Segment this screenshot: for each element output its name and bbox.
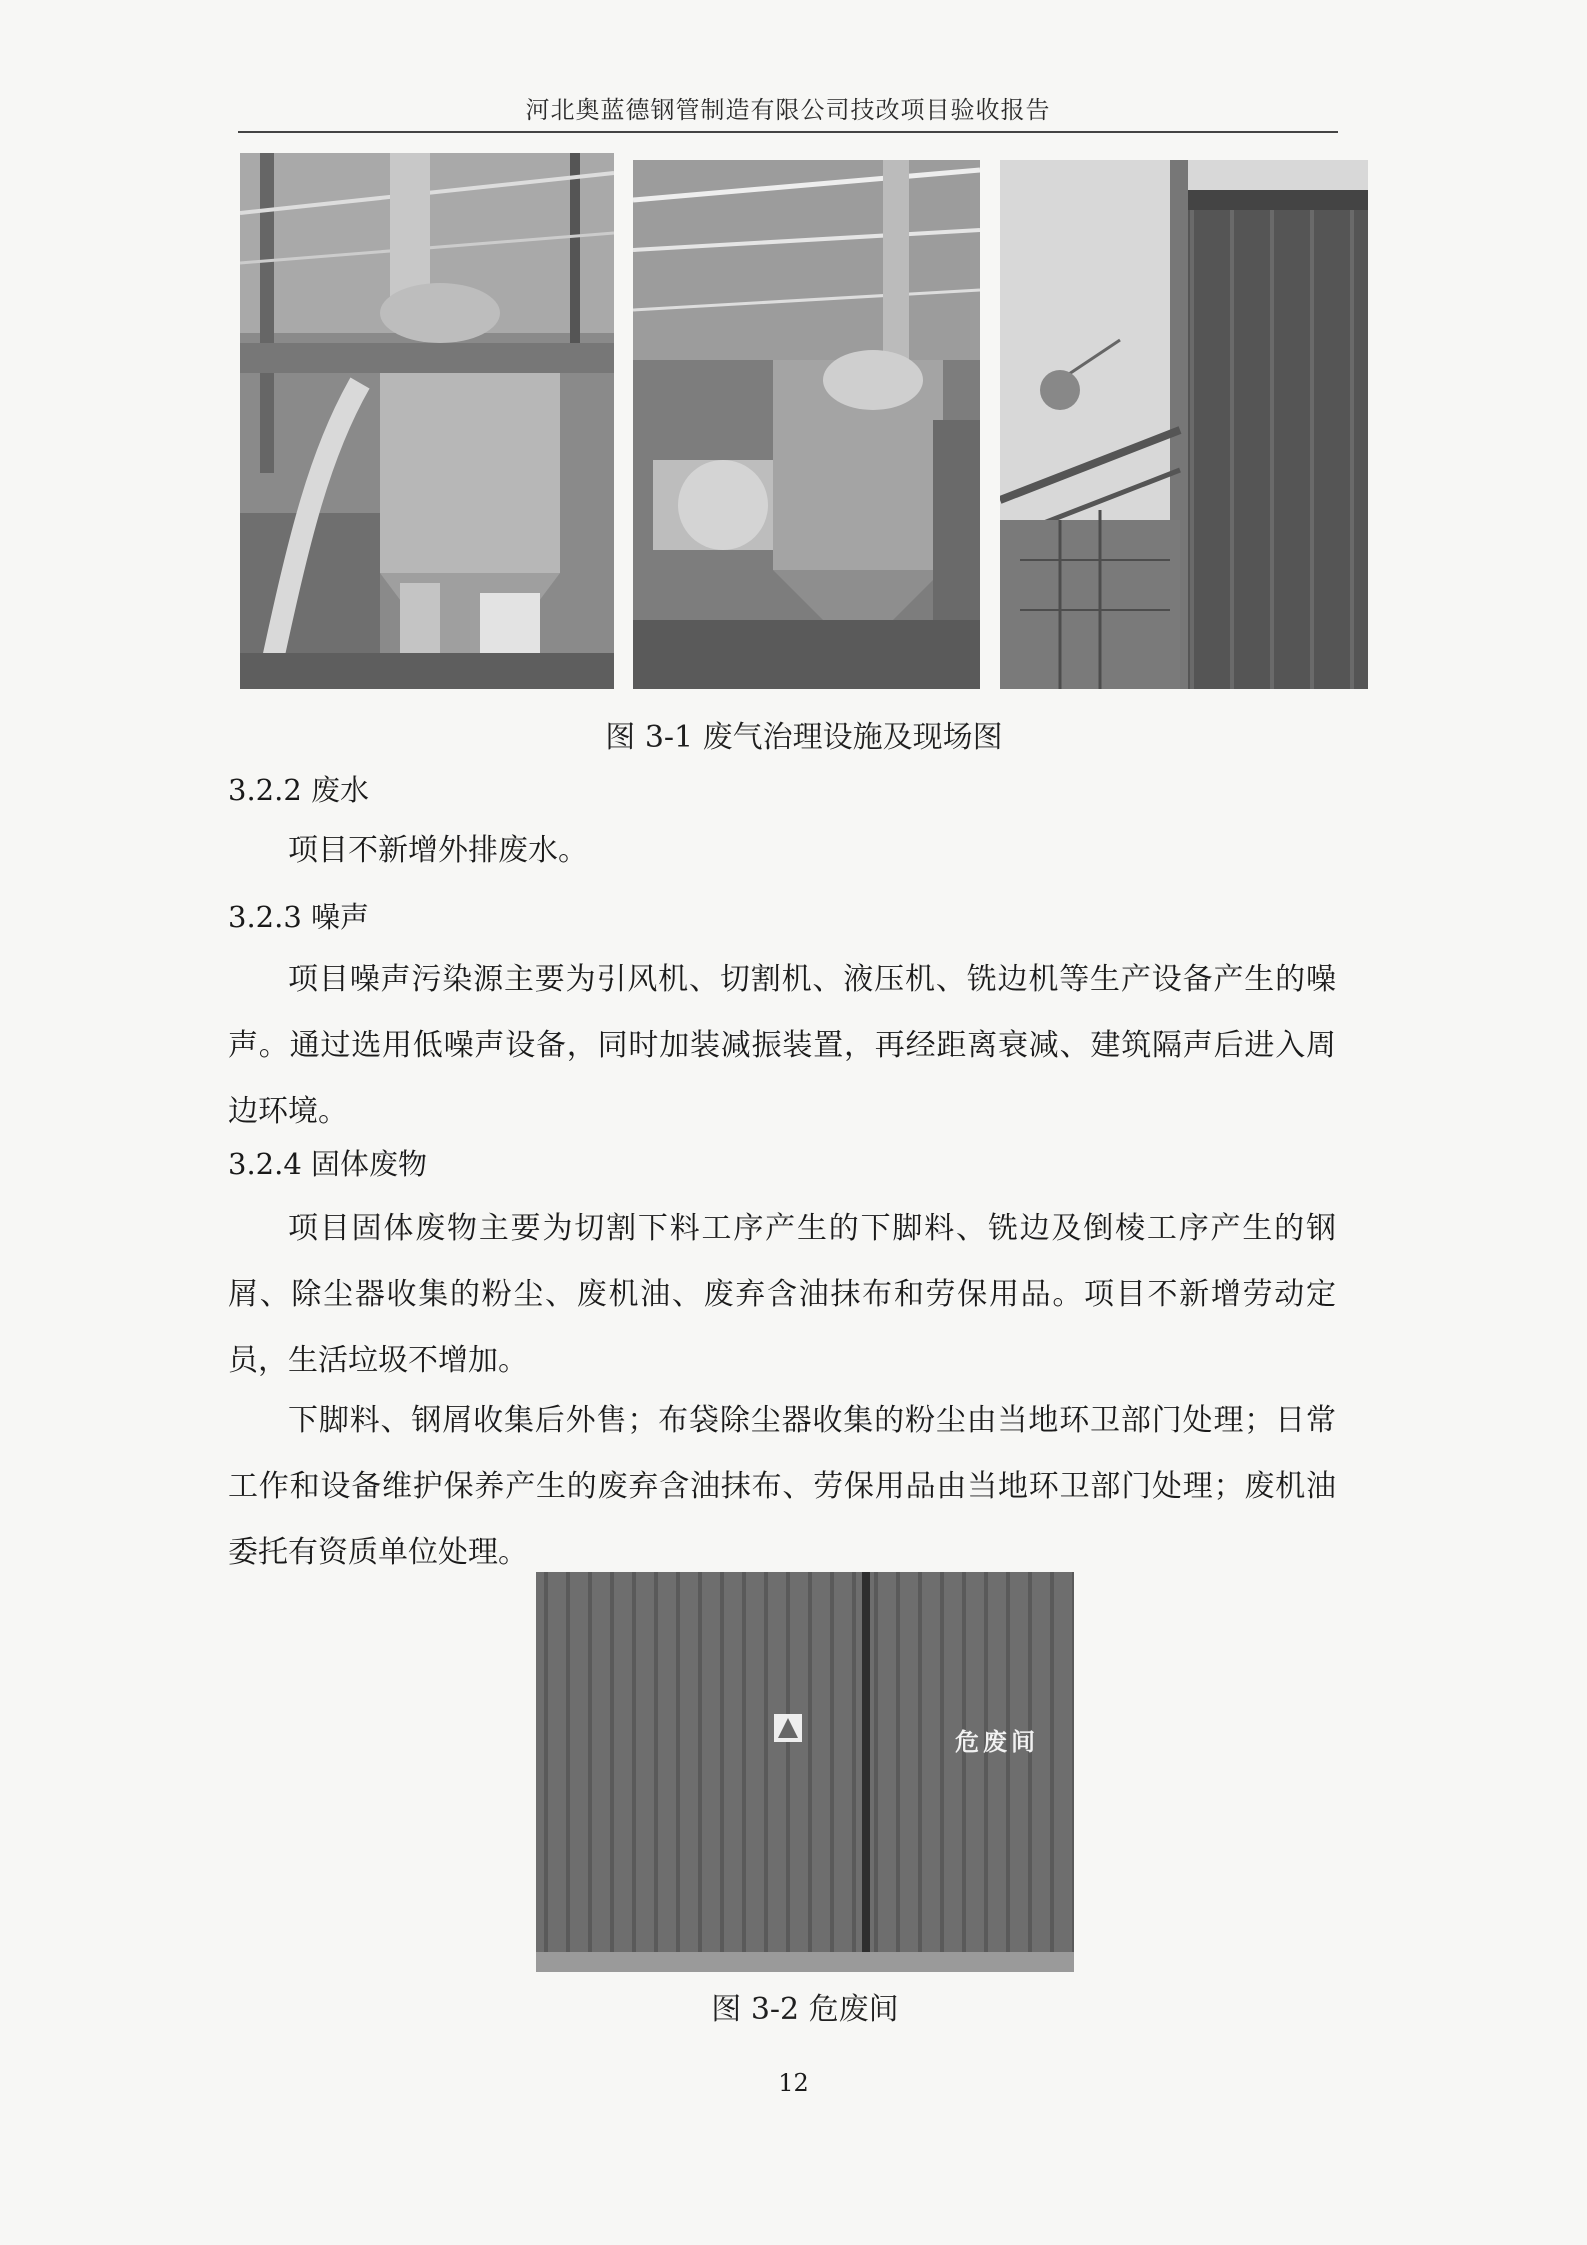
door-rib bbox=[588, 1572, 592, 1952]
figure-caption-3-2: 图 3-2 危废间 bbox=[711, 1992, 899, 2027]
door-rib bbox=[896, 1572, 900, 1952]
door-rib bbox=[1072, 1572, 1074, 1952]
exhaust-stack-photo-image bbox=[1000, 160, 1368, 689]
door-rib bbox=[962, 1572, 966, 1952]
section-heading-noise: 3.2.3 噪声 bbox=[228, 900, 370, 934]
hazardous-waste-room-image bbox=[536, 1572, 1074, 1972]
door-rib bbox=[610, 1572, 614, 1952]
hazardous-waste-sign: 危废间 bbox=[955, 1728, 1039, 1756]
section-heading-solid-waste: 3.2.4 固体废物 bbox=[228, 1147, 428, 1181]
door-rib bbox=[852, 1572, 856, 1952]
page-header: 河北奥蓝德钢管制造有限公司技改项目验收报告 bbox=[525, 96, 1051, 124]
door-rib bbox=[874, 1572, 878, 1952]
door-rib bbox=[544, 1572, 548, 1952]
door-rib bbox=[940, 1572, 944, 1952]
door-rib bbox=[1028, 1572, 1032, 1952]
door-rib bbox=[742, 1572, 746, 1952]
paragraph-solid-waste-1: 项目固体废物主要为切割下料工序产生的下脚料、铣边及倒棱工序产生的钢屑、除尘器收集的粉尘、废机油、废弃含油抹布和劳保用品。项目不新增劳动定员，生活垃圾不增加。 bbox=[228, 1211, 1336, 1378]
door-rib bbox=[918, 1572, 922, 1952]
header-rule bbox=[238, 131, 1338, 133]
door-rib bbox=[830, 1572, 834, 1952]
door-rib bbox=[764, 1572, 768, 1952]
exhaust-stack-photo bbox=[1000, 160, 1368, 689]
door-rib bbox=[786, 1572, 790, 1952]
door-rib bbox=[698, 1572, 702, 1952]
door-rib bbox=[720, 1572, 724, 1952]
dust-collector-photo-1-image bbox=[240, 153, 614, 689]
door-rib bbox=[676, 1572, 680, 1952]
door-rib bbox=[654, 1572, 658, 1952]
paragraph-noise: 项目噪声污染源主要为引风机、切割机、液压机、铣边机等生产设备产生的噪声。通过选用低噪声设备，同时加装减振装置，再经距离衰减、建筑隔声后进入周边环境。 bbox=[228, 962, 1336, 1129]
dust-collector-photo-2 bbox=[633, 160, 980, 689]
dust-collector-photo-2-image bbox=[633, 160, 980, 689]
door-rib bbox=[566, 1572, 570, 1952]
dust-collector-photo-1 bbox=[240, 153, 614, 689]
door-rib bbox=[984, 1572, 988, 1952]
door-rib bbox=[808, 1572, 812, 1952]
paragraph-wastewater: 项目不新增外排废水。 bbox=[288, 833, 588, 868]
figure-caption-3-1: 图 3-1 废气治理设施及现场图 bbox=[605, 720, 1003, 755]
page-number: 12 bbox=[778, 2069, 809, 2097]
hazardous-waste-room-photo bbox=[536, 1572, 1074, 1972]
door-rib bbox=[1006, 1572, 1010, 1952]
paragraph-solid-waste-2: 下脚料、钢屑收集后外售；布袋除尘器收集的粉尘由当地环卫部门处理；日常工作和设备维护保养产生的废弃含油抹布、劳保用品由当地环卫部门处理；废机油委托有资质单位处理。 bbox=[228, 1403, 1336, 1570]
section-heading-wastewater: 3.2.2 废水 bbox=[228, 773, 370, 807]
door-rib bbox=[632, 1572, 636, 1952]
door-rib bbox=[1050, 1572, 1054, 1952]
